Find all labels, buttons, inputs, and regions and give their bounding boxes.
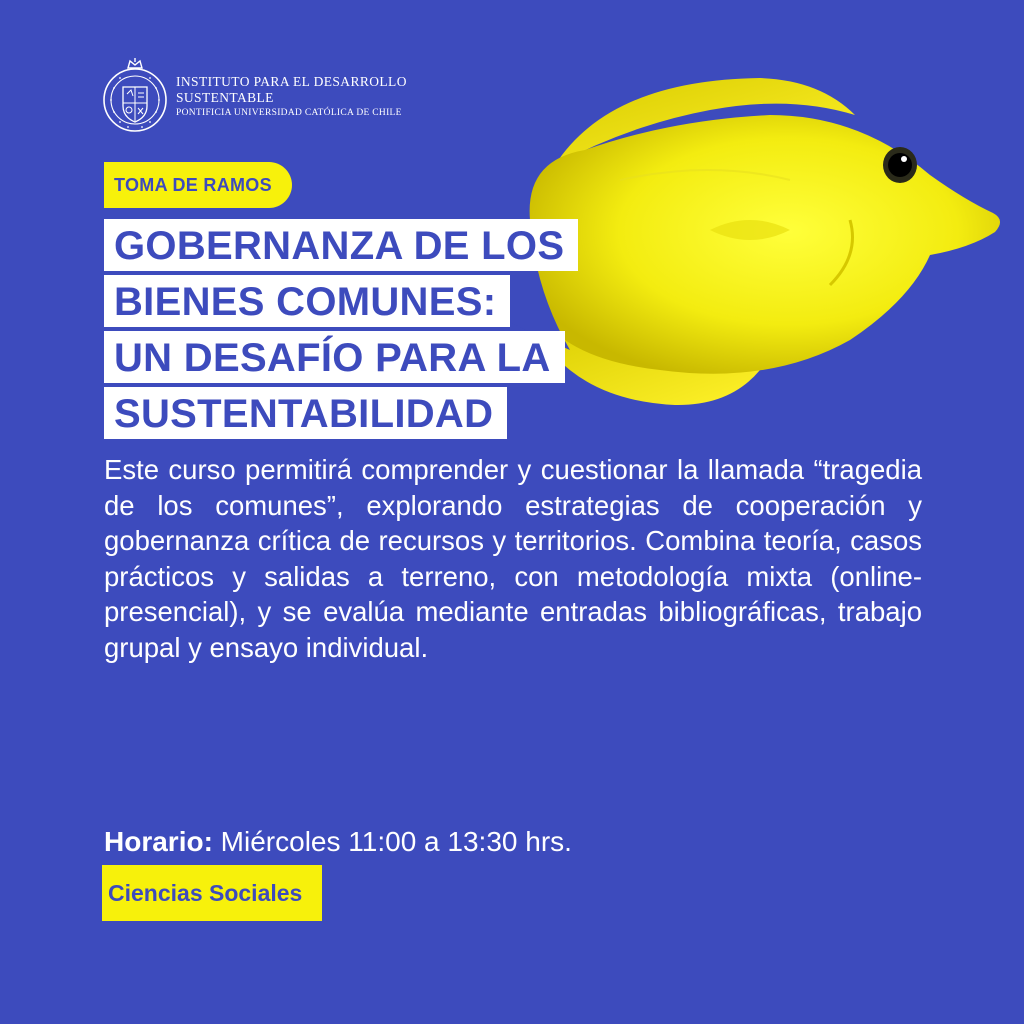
schedule-label: Horario: xyxy=(104,826,213,857)
institute-logo xyxy=(102,56,407,138)
course-description: Este curso permitirá comprender y cuestionar la llamada “tragedia de los comunes”, explorando estrategias de cooperación y gobernanza crítica de recursos y territorios. Combina teoría, casos prácticos y salidas a terreno, con metodología mixta (online-presencial), y se evalúa mediante entradas bibliográficas, trabajo grupal y ensayo individual. xyxy=(104,454,922,663)
schedule-value: Miércoles 11:00 a 13:30 hrs. xyxy=(212,826,572,857)
course-schedule xyxy=(104,822,572,862)
course-category-badge: Ciencias Sociales xyxy=(102,865,322,921)
course-title-line: UN DESAFÍO PARA LA xyxy=(104,331,565,383)
university-seal-icon xyxy=(102,56,168,138)
course-tag-badge: TOMA DE RAMOS xyxy=(104,162,292,208)
institute-name-line2: SUSTENTABLE xyxy=(176,90,274,105)
course-title xyxy=(104,219,578,443)
course-title-line: BIENES COMUNES: xyxy=(104,275,510,327)
university-name: PONTIFICIA UNIVERSIDAD CATÓLICA DE CHILE xyxy=(176,108,402,118)
course-title-line: GOBERNANZA DE LOS xyxy=(104,219,578,271)
course-title-line: SUSTENTABILIDAD xyxy=(104,387,507,439)
institute-name-line1: INSTITUTO PARA EL DESARROLLO xyxy=(176,74,407,89)
institute-name xyxy=(176,74,407,120)
